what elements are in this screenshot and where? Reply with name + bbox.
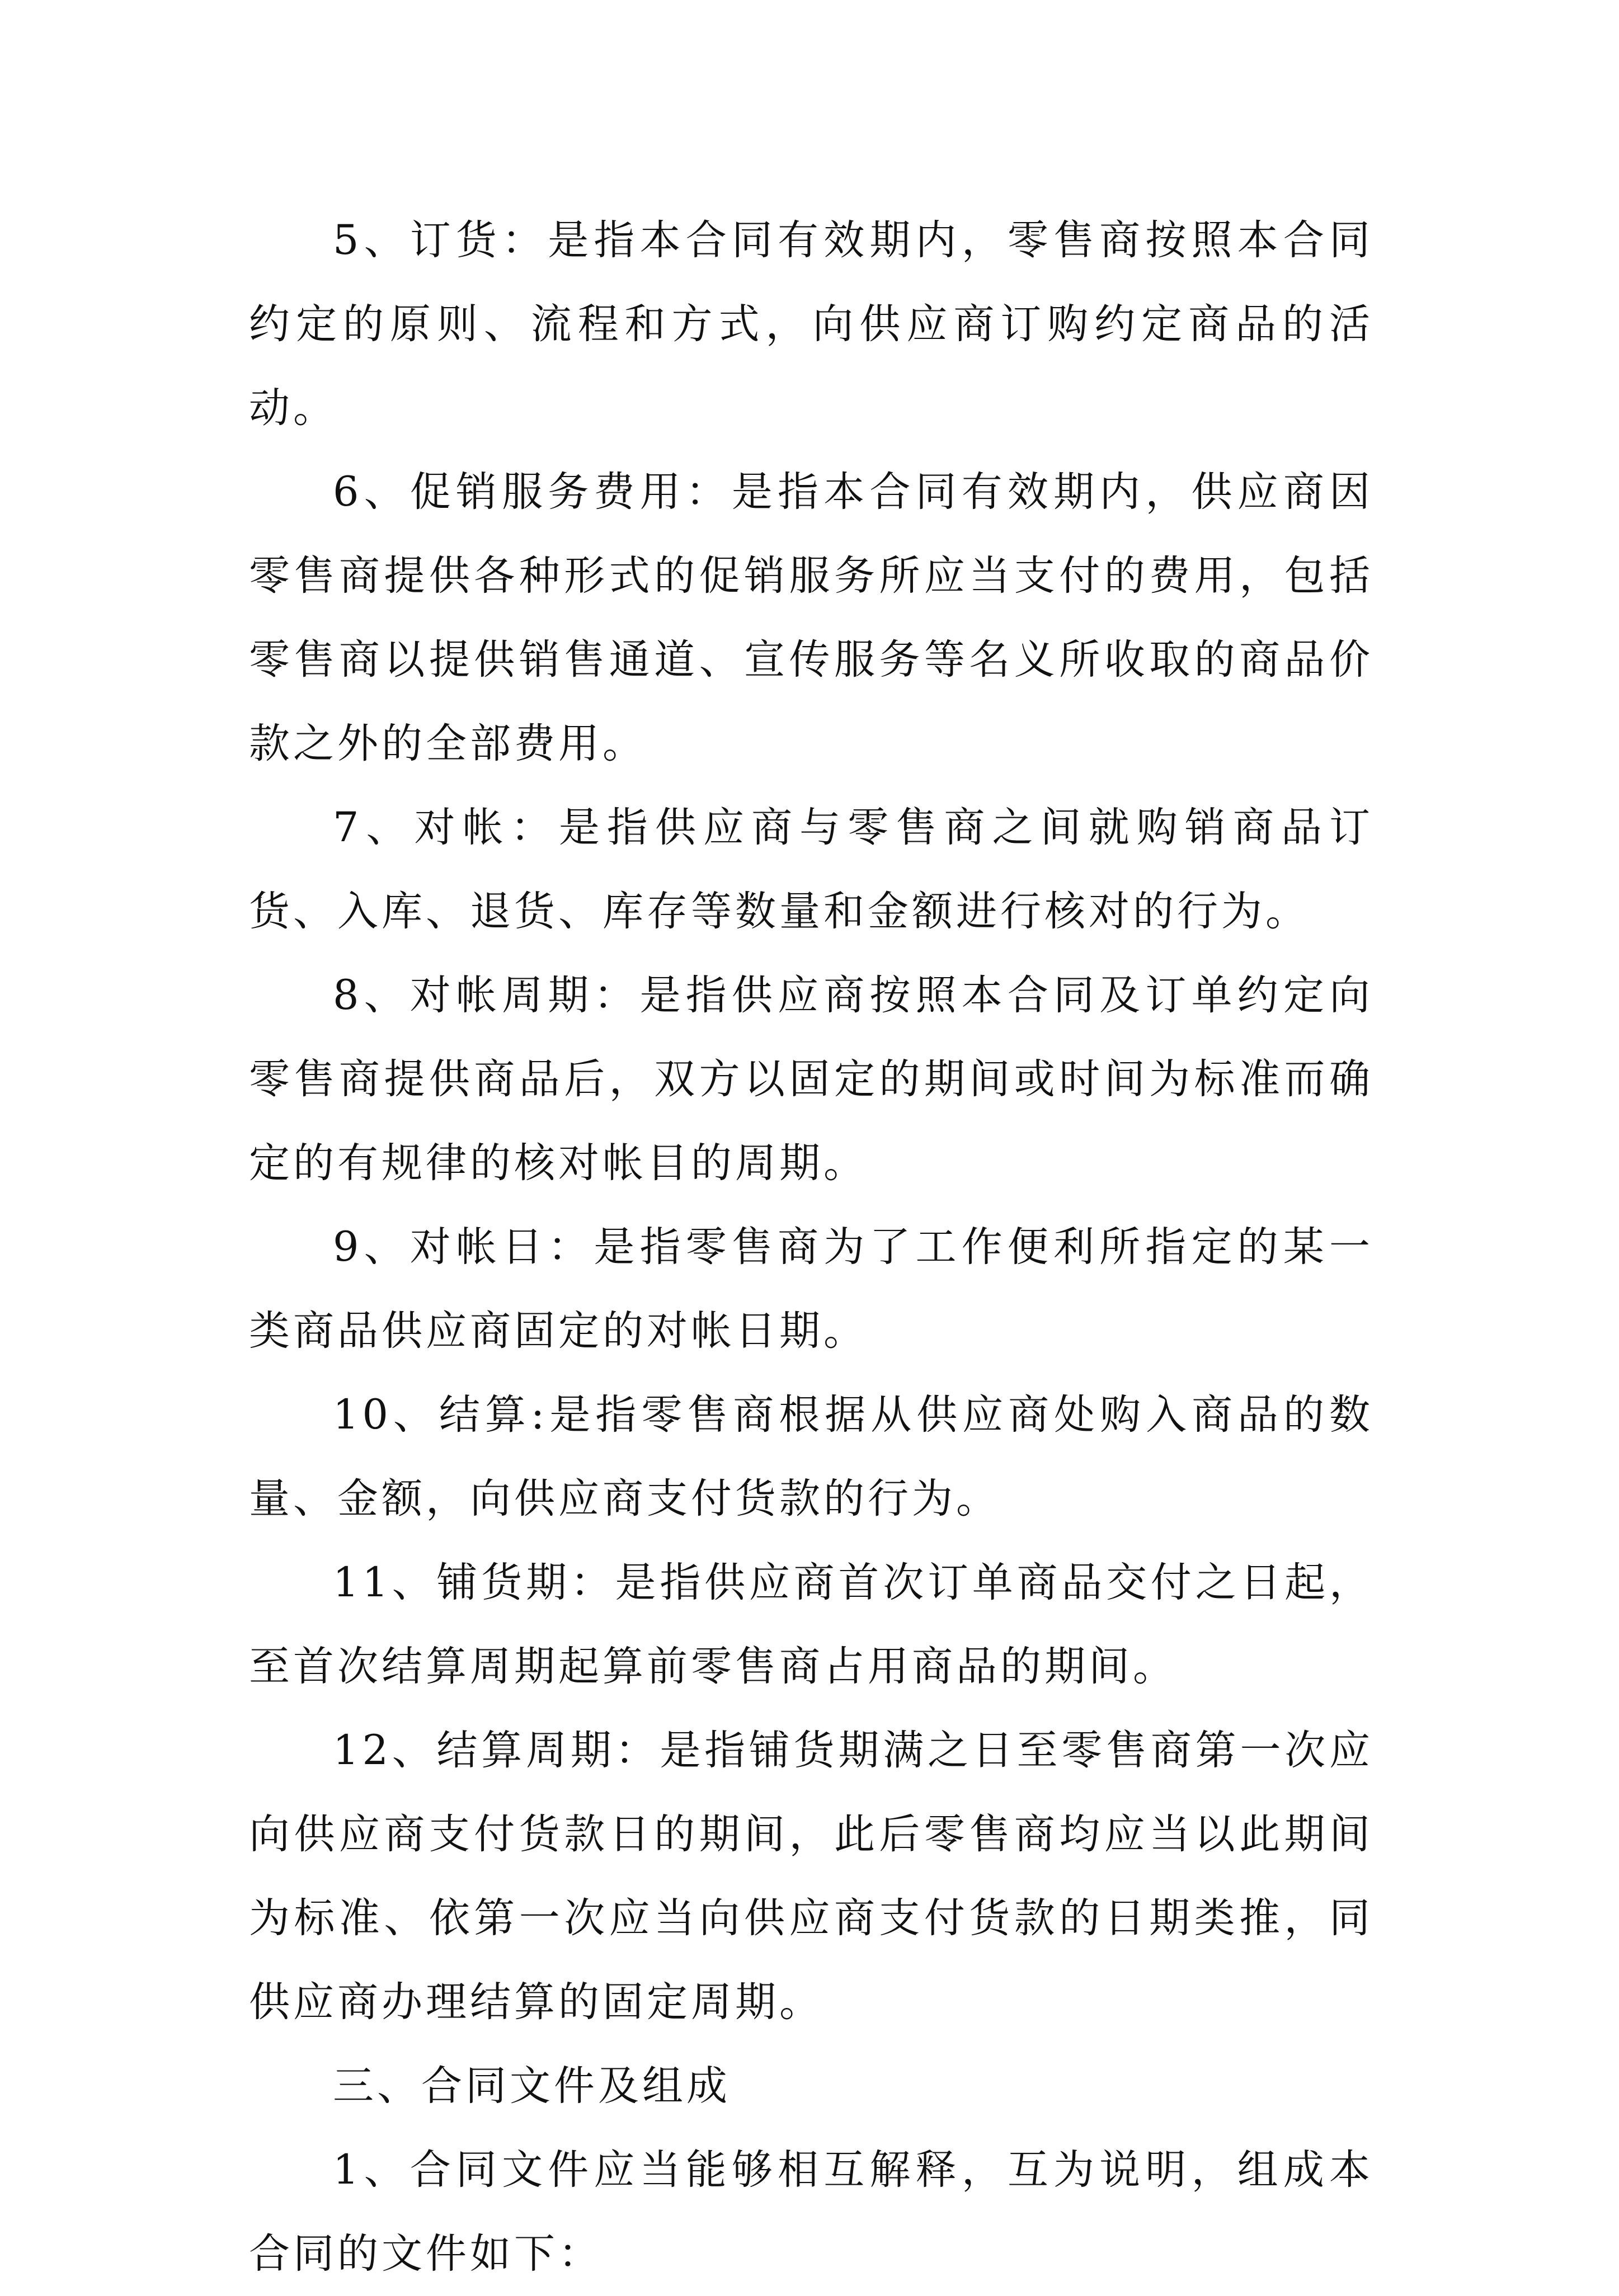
paragraph-definition-8: 8、对帐周期：是指供应商按照本合同及订单约定向零售商提供商品后，双方以固定的期间或时间为标准而确定的有规律的核对帐目的周期。 [249,972,1373,1187]
paragraph-definition-6: 6、促销服务费用：是指本合同有效期内，供应商因零售商提供各种形式的促销服务所应当支付的费用，包括零售商以提供销售通道、宣传服务等名义所收取的商品价款之外的全部费用。 [249,468,1373,767]
paragraph-definition-9: 9、对帐日：是指零售商为了工作便利所指定的某一类商品供应商固定的对帐日期。 [249,1223,1373,1355]
paragraph-definition-10: 10、结算:是指零售商根据从供应商处购入商品的数量、金额，向供应商支付货款的行为。 [249,1391,1373,1522]
paragraph-definition-5: 5、订货：是指本合同有效期内，零售商按照本合同约定的原则、流程和方式，向供应商订购约定商品的活动。 [249,216,1373,432]
paragraph-definition-11: 11、铺货期：是指供应商首次订单商品交付之日起，至首次结算周期起算前零售商占用商品的期间。 [249,1559,1373,1690]
document-body [249,199,1373,2296]
paragraph-contract-documents-1: 1、合同文件应当能够相互解释，互为说明，组成本合同的文件如下： [249,2146,1373,2278]
section-heading-3: 三、合同文件及组成 [333,2062,731,2110]
paragraph-definition-7: 7、对帐：是指供应商与零售商之间就购销商品订货、入库、退货、库存等数量和金额进行核对的行为。 [249,804,1373,935]
paragraph-definition-12: 12、结算周期：是指铺货期满之日至零售商第一次应向供应商支付货款日的期间，此后零售商均应当以此期间为标准、依第一次应当向供应商支付货款的日期类推，同供应商办理结算的固定周期。 [249,1727,1373,2026]
